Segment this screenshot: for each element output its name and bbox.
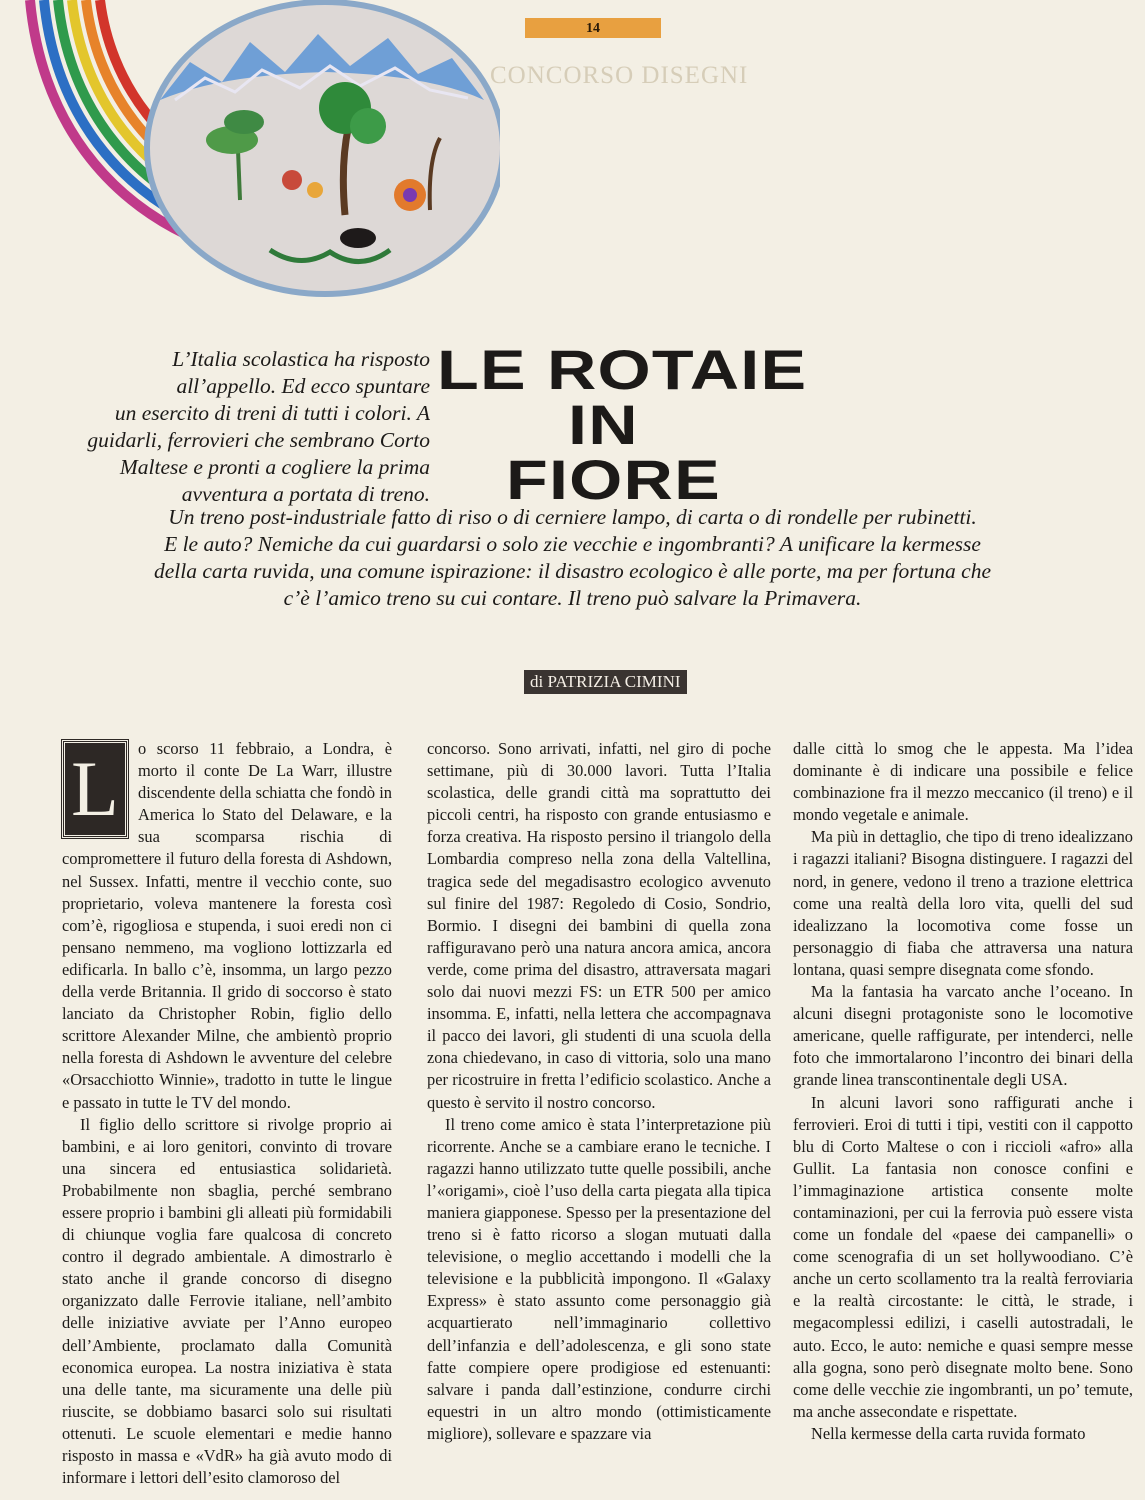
intro-line: un esercito di treni di tutti i colori. A [114,401,430,425]
page-number: 14 [525,18,661,38]
drop-cap: L [62,740,128,838]
headline-line-3: FIORE [506,448,721,511]
article-paragraph: Nella kermesse della carta ruvida formato [811,1423,1086,1443]
subtitle-line: E le auto? Nemiche da cui guardarsi o solo zie vecchie e ingombranti? A unificare la kermesse [164,532,981,556]
article-column-2 [427,738,771,1445]
article-paragraph: concorso. Sono arrivati, infatti, nel giro di poche settimane, più di 30.000 lavori. Tutta l’Italia scolastica, delle grandi città ma soprattutto dei piccoli centri, ha risposto con grande entusiasmo e forza creativa. Ha risposto persino il triangolo della Lombardia compreso nella zona della Valtellina, tragica sede del megadisastro ecologico avvenuto sul finire del 1987: Regoledo di Cosio, Sondrio, Bormio. I disegni dei bambini di quella zona raffiguravano però una natura ancora amica, ancora verde, come prima del disastro, attraversata magari solo dai nuovi mezzi FS: un ETR 500 per amico insomma. E, infatti, nella lettera che accompagnava il pacco dei lavori, gli studenti di una scuola della zona chiedevano, in caso di vittoria, solo una mano per ricostruire in fretta l’edificio scolastico. Anche a questo è servito il nostro concorso. [427,739,771,1112]
headline-line-2: IN [568,393,639,456]
intro-line: Maltese e pronti a cogliere la prima [119,455,430,479]
intro-line: avventura a portata di treno. [181,482,430,506]
article-column-3 [793,738,1133,1445]
article-paragraph: Il treno come amico è stata l’interpretazione più ricorrente. Anche se a cambiare erano le tecniche. I ragazzi hanno utilizzato tutte quelle possibili, anche l’«origami», cioè l’uso della carta piegata alla tipica maniera giapponese. Spesso per la presentazione del treno si è fatto ricorso a slogan mutuati dalla televisione, o meglio accettando i modelli che la televisione e la pubblicità impongono. Il «Galaxy Express» è stato assunto come personaggio già acquartierato nell’immaginario collettivo dell’infanzia e dell’adolescenza, e gli sono state fatte compiere opere prodigiose ed estenuanti: salvare i panda dall’estinzione, condurre circhi equestri in un altro mondo (ottimisticamente migliore), sollevare e spazzare via [427,1114,771,1443]
article-column-1 [62,738,392,1489]
intro-line: L’Italia scolastica ha risposto [172,347,430,371]
article-paragraph: Ma la fantasia ha varcato anche l’oceano. In alcuni disegni protagoniste sono le locomotive americane, quelle raffigurate, per intenderci, nelle foto che immortalarono l’incontro dei binari della grande linea transcontinentale degli USA. [793,982,1133,1090]
byline-prefix: di [530,672,544,691]
article-paragraph: In alcuni lavori sono raffigurati anche i ferrovieri. Eroi di tutti i tipi, vestiti con il cappotto blu di Corto Maltese o con i riccioli «afro» alla Gullit. La fantasia non conosce confini e l’immaginazione artistica consente molte contaminazioni, per cui la ferrovia può essere vista come un fondale del «paese dei campanelli» o come scenografia di un set hollywoodiano. C’è anche un certo scollamento tra la realtà ferroviaria e la realtà circostante: le città, le strade, i megacomplessi edilizi, i caselli autostradali, le auto. Ecco, le auto: nemiche e quasi sempre messe alla gogna, sono però disegnate molto bene. Sono come delle vecchie zie ingombranti, un po’ temute, ma anche assecondate e rispettate. [793,1092,1133,1421]
byline [524,670,687,694]
article-paragraph: Il figlio dello scrittore si rivolge proprio ai bambini, e ai loro genitori, convinto di trovare una sincera ed entusiastica solidarietà. Probabilmente non sbaglia, perché sembrano essere proprio i bambini gli alleati più formidabili di chiunque voglia fare qualcosa di concreto contro il degrado ambientale. A dimostrarlo è stato anche il grande concorso di disegno organizzato dalle Ferrovie italiane, nell’ambito delle iniziative avviate per l’Anno europeo dell’Ambiente, proclamato dalla Comunità economica europea. La nostra iniziativa è stata una delle tante, ma sicuramente una delle più riuscite, se dobbiamo basarci solo sui risultati ottenuti. Le scuole elementari e medie hanno risposto in massa e «VdR» ha già avuto modo di informare i lettori dell’esito clamoroso del [62,1114,392,1488]
subtitle-line: Un treno post-industriale fatto di riso o di cerniere lampo, di carta o di rondelle per rubinetti. [168,505,977,529]
article-paragraph [62,738,392,1114]
headline-line-1: LE ROTAIE [437,338,808,401]
illustration-rainbow-tambourine [0,0,500,330]
paragraph-text: o scorso 11 febbraio, a Londra, è morto il conte De La Warr, illustre discendente della schiatta che fondò in America lo Stato del Delaware, e la sua scomparsa rischia di compromettere il futuro della foresta di Ashdown, nel Sussex. Infatti, mentre il vecchio conte, suo proprietario, voleva mantenere la foresta così com’è, rigogliosa e stupenda, i suoi eredi non ci pensano nemmeno, ma vogliono lottizzarla ed edificarla. In ballo c’è, insomma, un largo pezzo della verde Britannia. Il grido di soccorso è stato lanciato da Christopher Robin, figlio dello scrittore Alexander Milne, che ambientò proprio nella foresta di Ashdown le avventure del celebre «Orsacchiotto Winnie», tradotto in tutte le lingue e passato in tutte le TV del mondo. [62,739,392,1112]
article-paragraph: dalle città lo smog che le appesta. Ma l’idea dominante è di indicare una possibile e felice combinazione fra il mezzo meccanico (il treno) e il mondo vegetale e animale. [793,739,1133,825]
subtitle-line: c’è l’amico treno su cui contare. Il treno può salvare la Primavera. [283,586,862,610]
subtitle-line: della carta ruvida, una comune ispirazione: il disastro ecologico è alle porte, ma per fortuna che [154,559,991,583]
byline-author: PATRIZIA CIMINI [547,672,681,691]
section-ghost-title: CONCORSO DISEGNI [490,62,749,89]
intro-line: guidarli, ferrovieri che sembrano Corto [87,428,430,452]
article-paragraph: Ma più in dettaglio, che tipo di treno idealizzano i ragazzi italiani? Bisogna distinguere. I ragazzi del nord, in genere, vedono il treno a trazione elettrica come una realtà della loro vita, quelli del sud idealizzano la locomotiva come fosse un personaggio di fiaba che attraversa una natura lontana, quasi sempre disegnata come sfondo. [793,827,1133,979]
intro-line: all’appello. Ed ecco spuntare [176,374,430,398]
